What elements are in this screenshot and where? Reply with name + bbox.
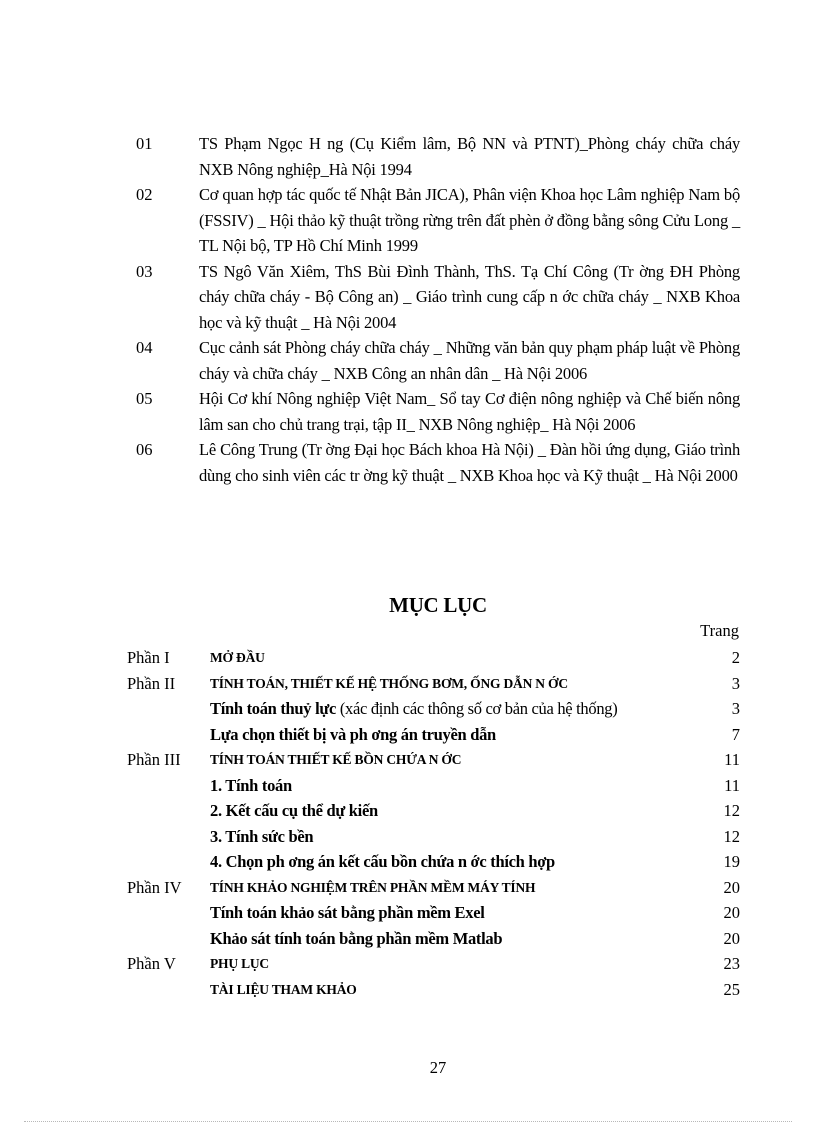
toc-entry-title-text: PHỤ LỤC xyxy=(210,956,269,971)
toc-entry-title-text: Tính toán khảo sát bằng phần mềm Exel xyxy=(210,903,485,922)
toc-entry-title-text: TÍNH KHẢO NGHIỆM TRÊN PHẦN MỀM MÁY TÍNH xyxy=(210,879,536,895)
toc-entry-title-text: 3. Tính sức bền xyxy=(210,826,314,846)
toc-entry-note: (xác định các thông số cơ bản của hệ thống) xyxy=(336,699,618,718)
reference-text: TS Ngô Văn Xiêm, ThS Bùi Đình Thành, ThS. Tạ Chí Công (Tr ờng ĐH Phòng cháy chữa cháy - Bộ Công an) _ Giáo trình cung cấp n ớc chữa cháy _ NXB Khoa học và kỹ thuật _ Hà Nội 2004 xyxy=(199,261,740,332)
toc-page-header: Trang xyxy=(700,621,739,640)
reference-text: TS Phạm Ngọc H ng (Cụ Kiểm lâm, Bộ NN và PTNT)_Phòng cháy chữa cháy NXB Nông nghiệp_Hà Nội 1994 xyxy=(199,134,740,179)
toc-entry-title-text: 2. Kết cấu cụ thể dự kiến xyxy=(210,801,378,820)
reference-text: Lê Công Trung (Tr ờng Đại học Bách khoa Hà Nội) _ Đàn hồi ứng dụng, Giáo trình dùng cho sinh viên các tr ờng kỹ thuật _ NXB Khoa học và Kỹ thuật _ Hà Nội 2000 xyxy=(199,440,740,485)
toc-entry-title xyxy=(210,849,555,875)
toc-entry-title xyxy=(210,798,378,824)
toc-page-number: 12 xyxy=(723,801,740,820)
table-of-contents xyxy=(127,645,740,1002)
toc-part-label: Phần III xyxy=(127,750,181,769)
page-bottom-rule xyxy=(24,1121,792,1122)
toc-page-number: 20 xyxy=(723,877,740,897)
toc-page-number: 3 xyxy=(731,699,740,718)
toc-entry xyxy=(127,875,740,901)
toc-page-number: 11 xyxy=(724,750,740,769)
reference-number: 06 xyxy=(136,440,153,459)
toc-entry-title-text: Lựa chọn thiết bị và ph ơng án truyền dẫn xyxy=(210,724,496,744)
reference-text: Cục cảnh sát Phòng cháy chữa cháy _ Những văn bản quy phạm pháp luật về Phòng cháy và chữa cháy _ NXB Công an nhân dân _ Hà Nội 2006 xyxy=(199,338,740,383)
toc-entry xyxy=(127,696,740,722)
toc-entry xyxy=(127,747,740,773)
toc-entry xyxy=(127,722,740,748)
toc-entry-title xyxy=(210,645,265,671)
toc-entry-title xyxy=(210,824,313,850)
toc-entry-title-text: Khảo sát tính toán bằng phần mềm Matlab xyxy=(210,928,503,948)
reference-number: 02 xyxy=(136,185,153,204)
toc-entry-title-text: TÍNH TOÁN, THIẾT KẾ HỆ THỐNG BƠM, ỐNG DẪN N ỚC xyxy=(210,675,568,691)
toc-entry-title-text: MỞ ĐẦU xyxy=(210,650,265,665)
toc-page-number: 7 xyxy=(731,724,740,744)
toc-page-number: 23 xyxy=(723,954,740,973)
toc-entry-title xyxy=(210,773,292,799)
toc-entry xyxy=(127,773,740,799)
toc-entry-title-text: 1. Tính toán xyxy=(210,775,292,795)
reference-item xyxy=(136,335,740,386)
toc-entry xyxy=(127,977,740,1003)
toc-entry-title xyxy=(210,875,535,901)
toc-entry-title xyxy=(210,671,568,697)
reference-list xyxy=(136,131,740,488)
toc-entry xyxy=(127,645,740,671)
toc-entry xyxy=(127,926,740,952)
toc-entry-title-text: Tính toán thuỷ lực xyxy=(210,699,336,718)
toc-page-number: 19 xyxy=(723,852,740,871)
toc-entry xyxy=(127,798,740,824)
reference-number: 03 xyxy=(136,261,153,281)
toc-entry-title-text: TÀI LIỆU THAM KHẢO xyxy=(210,981,357,997)
reference-text: Cơ quan hợp tác quốc tế Nhật Bản JICA), Phân viện Khoa học Lâm nghiệp Nam bộ (FSSIV) _ Hội thảo kỹ thuật trồng rừng trên đất phèn ở đồng bằng sông Cửu Long _ TL Nội bộ, TP Hồ Chí Minh 1999 xyxy=(199,185,740,255)
toc-page-number: 3 xyxy=(731,673,740,693)
toc-page-number: 2 xyxy=(731,648,740,667)
toc-part-label: Phần IV xyxy=(127,877,182,897)
reference-number: 04 xyxy=(136,338,153,357)
toc-title: MỤC LỤC xyxy=(389,593,487,617)
reference-number: 01 xyxy=(136,134,153,153)
toc-entry-title xyxy=(210,951,269,977)
reference-number: 05 xyxy=(136,389,153,408)
toc-entry-title xyxy=(210,926,502,952)
reference-item xyxy=(136,437,740,488)
page-number: 27 xyxy=(429,1058,447,1077)
toc-page-number: 25 xyxy=(723,979,740,999)
toc-entry-title xyxy=(210,900,485,926)
toc-part-label: Phần V xyxy=(127,954,176,973)
toc-entry xyxy=(127,951,740,977)
toc-entry-title xyxy=(210,977,357,1003)
toc-part-label: Phần I xyxy=(127,648,170,667)
toc-entry-title xyxy=(210,696,617,722)
reference-item xyxy=(136,386,740,437)
toc-entry xyxy=(127,824,740,850)
toc-entry-title xyxy=(210,747,461,773)
toc-entry-title xyxy=(210,722,496,748)
toc-page-number: 20 xyxy=(723,928,740,948)
toc-part-label: Phần II xyxy=(127,673,176,693)
toc-entry xyxy=(127,671,740,697)
toc-page-number: 12 xyxy=(723,826,740,846)
toc-page-number: 11 xyxy=(724,775,740,795)
toc-entry xyxy=(127,900,740,926)
toc-entry xyxy=(127,849,740,875)
reference-item xyxy=(136,182,740,259)
toc-entry-title-text: TÍNH TOÁN THIẾT KẾ BỒN CHỨA N ỚC xyxy=(210,752,462,767)
toc-page-number: 20 xyxy=(723,903,740,922)
reference-item xyxy=(136,131,740,182)
reference-text: Hội Cơ khí Nông nghiệp Việt Nam_ Sổ tay Cơ điện nông nghiệp và Chế biến nông lâm san cho chủ trang trại, tập II_ NXB Nông nghiệp_ Hà Nội 2006 xyxy=(199,389,740,434)
reference-item xyxy=(136,259,740,336)
toc-entry-title-text: 4. Chọn ph ơng án kết cấu bồn chứa n ớc thích hợp xyxy=(210,852,555,871)
